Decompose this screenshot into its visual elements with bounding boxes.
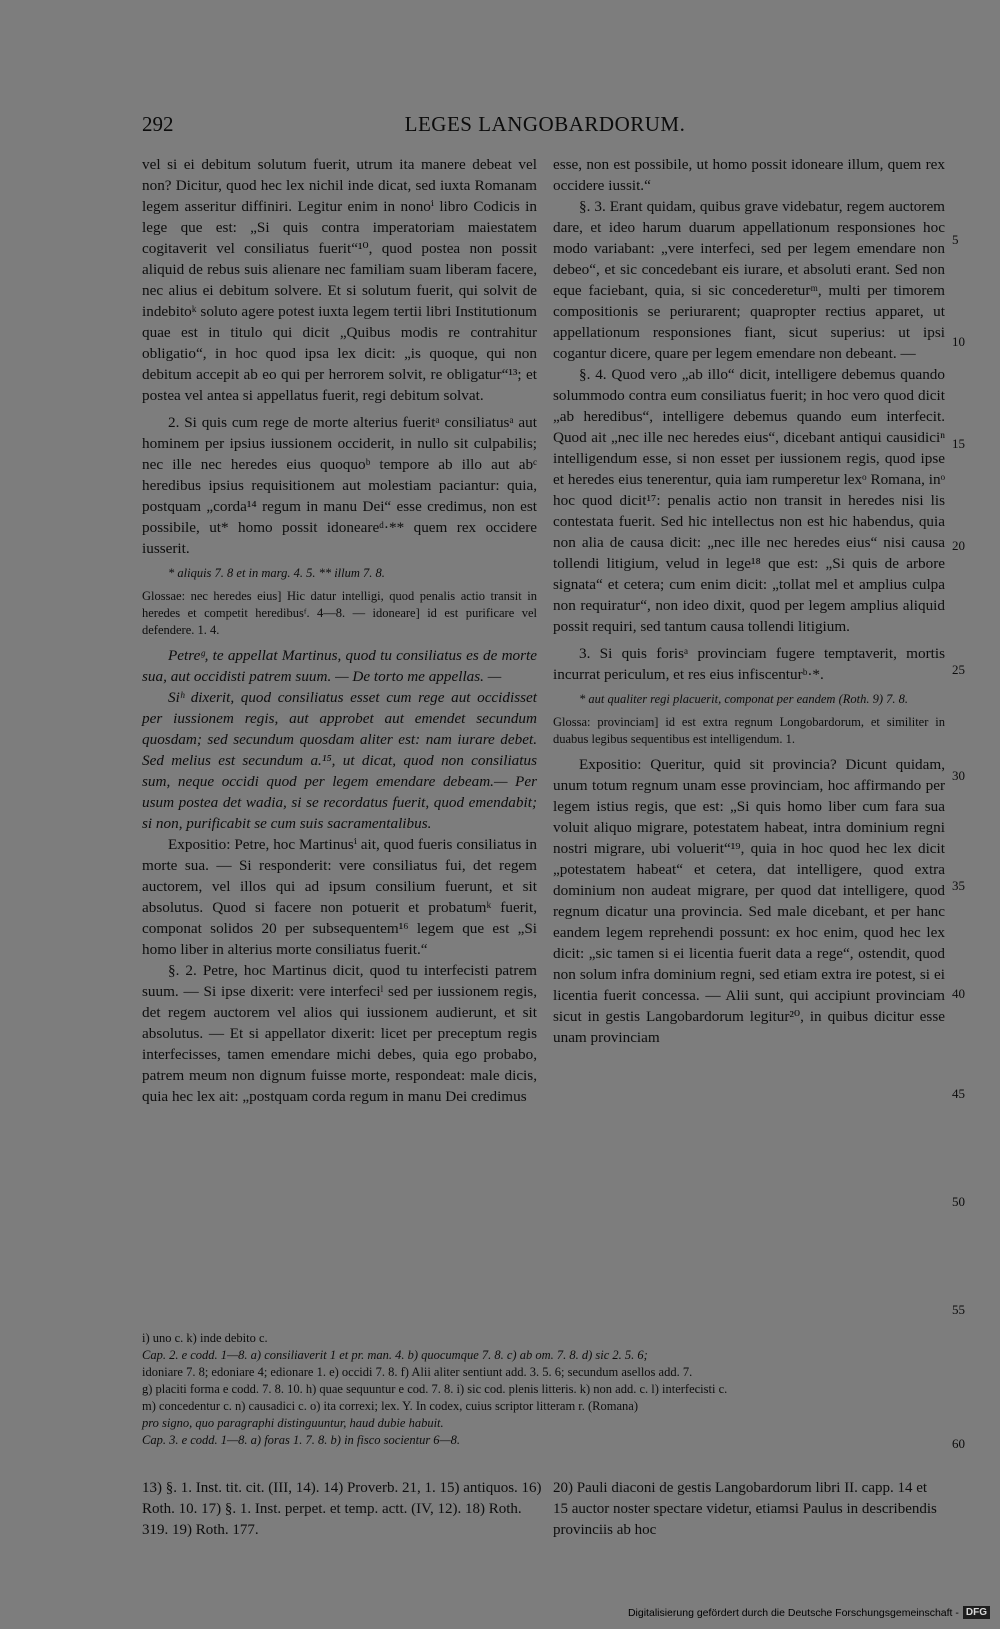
line-number: 55 — [952, 1302, 965, 1317]
footnote-line: g) placiti forma e codd. 7. 8. 10. h) quae sequuntur e cod. 7. 8. i) sic cod. plenis litteris. k) non add. c. l) interfecisti c. — [142, 1382, 728, 1396]
formula-continued: Siʰ dixerit, quod consiliatus esset cum rege aut occidisset per iussionem regis, aut approbet aut emendet secundum quosdam; sed secundum quosdam aliter est: nam iurare debet. Sed melius est secundum a.¹⁵, ut dicat, quod non consiliatus sum, neque occidi quod per legem emendare debeam.— Per usum postea det wadia, si se recordatus fuerit, quod emendabit; si non, purificabit se cum suis sacramentalibus. — [142, 689, 537, 832]
references-right — [553, 1478, 945, 1541]
digitization-footer — [628, 1606, 990, 1619]
paragraph: vel si ei debitum solutum fuerit, utrum ita manere debeat vel non? Dicitur, quod hec lex nichil inde dicat, sed iuxta Romanam legem asseritur diffiniri. Legitur enim in nonoⁱ libro Codicis in lege que est: „Si quis contra imperatoriam maiestatem cogitaverit vel consiliatus fuerit“¹⁰, quod postea non possit aliquid de rebus suis alienare nec familiam suam liberam facere, nec alius ei debitum solvere. Et si solutum fuerit, qui solvit de indebitoᵏ soluto agere potest iuxta legem tertii libri Institutionum quae est in titulo qui dicit „Quibus modis re contrahitur obligatio“, in hoc quod ipsa lex dicit: „is quoque, qui non debitum accepit ab eo qui per herrorem solvit, re obligatur“¹³; et postea vel antea si appellatus fuerit, regi debitum solvat. — [142, 156, 537, 404]
reference-text: 13) §. 1. Inst. tit. cit. (III, 14). 14) Proverb. 21, 1. 15) antiquos. 16) Roth. 10. 17) §. 1. Inst. perpet. et temp. actt. (IV, 12). 18) Roth. 319. 19) Roth. 177. — [142, 1480, 542, 1538]
dfg-logo: DFG — [963, 1606, 990, 1619]
variant-note: * aut qualiter regi placuerit, componat per eandem (Roth. 9) 7. 8. — [579, 692, 908, 706]
reference-text: 20) Pauli diaconi de gestis Langobardorum libri II. capp. 14 et 15 auctor noster spectare videtur, etiamsi Paulus in describendis provinciis ab hoc — [553, 1480, 937, 1538]
footnote-line: m) concedentur c. n) causadici c. o) ita correxi; lex. Y. In codex, cuius scriptor litteram r. (Romana) — [142, 1399, 639, 1413]
variant-note: * aliquis 7. 8 et in marg. 4. 5. ** illum 7. 8. — [168, 566, 385, 580]
footer-text: Digitalisierung gefördert durch die Deutsche Forschungsgemeinschaft - — [627, 1606, 959, 1619]
glossa: Glossa: provinciam] id est extra regnum Longobardorum, et similiter in duabus legibus sequentibus est intelligendum. 1. — [553, 715, 945, 746]
footnote-line: i) uno c. k) inde debito c. — [142, 1331, 268, 1345]
footnote-line: idoniare 7. 8; edoniare 4; edionare 1. e) occidi 7. 8. f) Alii aliter sentiunt add. 3. 5. 6; secundum asellos add. 7. — [142, 1365, 693, 1379]
paragraph: esse, non est possibile, ut homo possit idoneare illum, quem rex occidere iussit.“ — [553, 156, 945, 194]
formula: Petreᵍ, te appellat Martinus, quod tu consiliatus es de morte sua, aut occidisti patrem suum. — De torto me appellas. — — [142, 647, 537, 685]
line-number: 10 — [952, 334, 965, 349]
footnote-line: pro signo, quo paragraphi distinguuntur, haud dubie habuit. — [142, 1416, 444, 1430]
section-3: §. 3. Erant quidam, quibus grave videbatur, regem auctorem dare, et ideo harum duarum appellationum responsiones hoc modo variabant: „vere interfeci, sed per legem emendare non debeo“, et sic concedebant eis iurare, et absoluti erant. Sed non eque faciebant, quia, si sic concedereturᵐ, multi per timorem compositionis se periurarent; quapropter rectius apparet, ut appellationum responsiones fiant, sicut superius: ut ipsi cogantur dicere, quare per legem emendare non debeant. — — [553, 198, 945, 362]
chapter-3: 3. Si quis forisᵃ provinciam fugere temptaverit, mortis incurrat periculum, et res eius infiscenturᵇ·*. — [553, 645, 945, 683]
section-2: §. 2. Petre, hoc Martinus dicit, quod tu interfecisti patrem suum. — Si ipse dixerit: vere interfeciˡ sed per iussionem regis, det regem auctorem vel alios qui iussionem audierunt, et sit absolutus. — Et si appellator dixerit: licet per preceptum regis interfecisses, tamen emendare michi debes, quia ego probabo, patrem meum non dignum fuisse morte, respondeat: male dicis, quia hec lex ait: „postquam corda regum in manu Dei credimus — [142, 962, 537, 1105]
page-number: 292 — [142, 112, 174, 136]
chapter-2: 2. Si quis cum rege de morte alterius fueritᵃ consiliatusᵃ aut hominem per ipsius iussionem occiderit, in nullo sit culpabilis; nec ille nec heredes eius quoquoᵇ tempore ab illo aut abᶜ heredibus ipsius requisitionem aut molestiam paciantur: quia, postquam „corda¹⁴ regum in manu Dei“ esse credimus, non est possibile, ut* homo possit idoneareᵈ·** quem rex occidere iusserit. — [142, 414, 537, 557]
line-number: 30 — [952, 768, 965, 783]
line-number: 20 — [952, 538, 965, 553]
left-column — [142, 154, 537, 1107]
footnote-line: Cap. 3. e codd. 1—8. a) foras 1. 7. 8. b) in fisco socientur 6—8. — [142, 1433, 461, 1447]
glossae: Glossae: nec heredes eius] Hic datur intelligi, quod penalis actio transit in heredes et competit heredibusᶠ. 4—8. — idoneare] id est purificare vel defendere. 1. 4. — [142, 589, 537, 637]
expositio: Expositio: Petre, hoc Martinusⁱ ait, quod fueris consiliatus in morte sua. — Si responderit: vere consiliatus fui, det regem auctorem, vel illos qui ad ipsum consilium fuerunt, et sit absolutus. Quod si facere non potuerit et probatumᵏ fuerit, componat solidos 20 per subsequentem¹⁶ legem que est „Si homo liber in alterius morte consiliatus fuerit.“ — [142, 836, 537, 958]
line-number: 25 — [952, 662, 965, 677]
line-number: 40 — [952, 986, 965, 1001]
line-number: 15 — [952, 436, 965, 451]
line-number: 35 — [952, 878, 965, 893]
line-number: 5 — [952, 232, 959, 247]
running-title: LEGES LANGOBARDORUM. — [404, 112, 686, 136]
section-4: §. 4. Quod vero „ab illo“ dicit, intelligere debemus quando solummodo contra eum consiliatus fuerit; in hoc vero quod dicit „ab heredibus“, intelligere debemus quando eum interfecit. Quod ait „nec ille nec heredes eius“, dicebant antiqui causidiciⁿ intelligendum esse, si non esset per iussionem regis, quod ipse et heredes eius tenerentur, quia iam rumperetur lexᵒ Romana, inᵒ hoc quod dicit¹⁷: penalis actio non transit in heredes nisi lis contestata fuerit. Sed hic intellectus non est hic habendus, quia non alia de causa dicit: „nec ille nec heredes eius“ nisi causa tollendi litigium, velud in lege¹⁸ que est: „Si quis de arbore signata“ et cetera; cum enim dicit: „tollat mel et amplius culpa non requiratur“, non ideo dixit, quod per legem amplius aliquid possit requiri, sed tantum causa tollendi litigium. — [553, 366, 945, 635]
line-number: 60 — [952, 1436, 965, 1451]
footnote-line: Cap. 2. e codd. 1—8. a) consiliaverit 1 et pr. man. 4. b) quocumque 7. 8. c) ab om. 7. 8. d) sic 2. 5. 6; — [142, 1348, 648, 1362]
footnotes — [142, 1330, 942, 1449]
expositio: Expositio: Queritur, quid sit provincia? Dicunt quidam, unum totum regnum unam esse provinciam, hoc affirmando per legem istius regis, que est: „Si quis homo liber cum fara sua voluit aliquo migrare, potestatem habeat, intra dominium regni nostri migrare, ubi voluerit“¹⁹, quia in hoc quod hec lex dicit „potestatem habeat“ et cetera, dat intelligere, quod extra dominium non audeat migrare, per quod dat intelligere, quod regnum dicatur una provincia. Sed male dicebant, et per hanc eandem legem reprehendi possunt: ex hoc enim, quod hec lex dicit: „sic tamen si ei licentia fuerit data a rege“, ostendit, quod non solum infra dominium regni, sed etiam extra ire potest, si ei licentia fuerit concessa. — Alii sunt, qui accipiunt provinciam sicut in gestis Langobardorum legitur²⁰, in quibus dicitur esse unam provinciam — [553, 756, 945, 1046]
line-number: 50 — [952, 1194, 965, 1209]
right-column — [553, 154, 945, 1048]
line-number: 45 — [952, 1086, 965, 1101]
references-left — [142, 1478, 542, 1541]
